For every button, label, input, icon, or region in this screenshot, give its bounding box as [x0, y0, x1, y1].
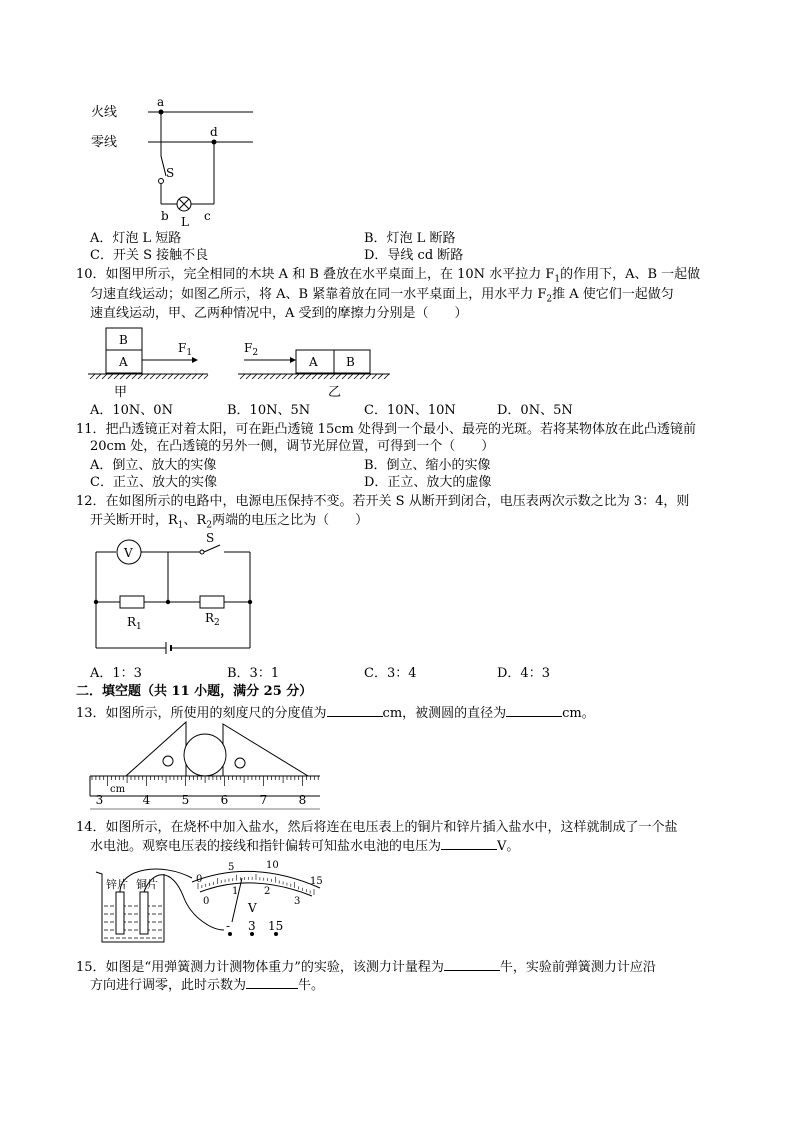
q10-figure-svg [88, 322, 398, 402]
q9-option-d[interactable]: D．导线 cd 断路 [364, 248, 464, 263]
q12-option-b[interactable]: B．3：1 [227, 666, 280, 681]
point-b-label: b [161, 209, 169, 223]
zinc-plate-label: 锌片 [106, 878, 128, 891]
q12-option-d[interactable]: D．4：3 [497, 666, 550, 681]
q10-figure [88, 322, 398, 402]
q12-circuit-svg [88, 530, 258, 660]
ruler-label-8: 8 [298, 793, 307, 807]
terminal-3: 3 [248, 919, 256, 933]
q14-blank[interactable] [441, 836, 497, 850]
q14-text-line2: 水电池。观察电压表的接线和指针偏转可知盐水电池的电压为 V。 [90, 836, 519, 855]
q10-text-line2: 匀速直线运动；如图乙所示，将 A、B 紧靠着放在同一水平桌面上，用水平力 $F_2$推 A 使它们一起做匀 [90, 287, 674, 305]
block-a2-label: A [309, 355, 318, 369]
q13-ruler-svg [88, 718, 328, 810]
inner-scale-3: 3 [294, 896, 301, 907]
q14-battery-svg [92, 858, 332, 948]
q11-text-line2: 20cm 处，在凸透镜的另外一侧，调节光屏位置，可得到一个（ ） [90, 439, 495, 454]
q13-text: 13．如图所示，所使用的刻度尺的分度值为 cm，被测圆的直径为 cm。 [76, 703, 595, 722]
q10-option-c[interactable]: C．10N、10N [364, 403, 456, 418]
r2-label: $R_2$ [205, 611, 220, 628]
lamp-l-label: L [181, 215, 189, 229]
q12-option-a[interactable]: A．1：3 [90, 666, 142, 681]
outer-scale-5: 5 [228, 862, 235, 873]
outer-scale-10: 10 [266, 860, 279, 871]
ruler-label-7: 7 [259, 793, 268, 807]
voltmeter-v-label: V [248, 901, 257, 915]
q15-text-line2: 方向进行调零，此时示数为 牛。 [90, 975, 324, 994]
terminal-15: 15 [268, 919, 284, 933]
ruler-label-3: 3 [95, 793, 104, 807]
q9-option-c[interactable]: C．开关 S 接触不良 [90, 248, 209, 263]
q12-option-c[interactable]: C．3：4 [364, 666, 417, 681]
q10-text-line1: 10．如图甲所示，完全相同的木块 A 和 B 叠放在水平桌面上，在 10N 水平拉力 $F_1$的作用下，A、B 一起做 [76, 267, 701, 285]
q14-text-line1: 14．如图所示，在烧杯中加入盐水，然后将连在电压表上的铜片和锌片插入盐水中，这样就制成了一个盐 [76, 820, 678, 835]
q10-option-d[interactable]: D．0N、5N [497, 403, 573, 418]
q14-battery-figure [92, 858, 332, 948]
switch-s-label: S [166, 166, 175, 180]
q15-blank-2[interactable] [246, 975, 298, 989]
point-c-label: c [204, 209, 211, 223]
section-title-fill-in: 二．填空题（共 11 小题，满分 25 分） [76, 684, 313, 699]
meter-ticks [198, 874, 314, 895]
ruler-unit-label: cm [110, 784, 126, 795]
voltmeter-label: V [124, 546, 133, 560]
neutral-wire-label: 零线 [91, 135, 118, 150]
ruler-label-4: 4 [142, 793, 151, 807]
q9-circuit-svg [88, 92, 278, 232]
ruler-labels [96, 793, 307, 807]
r1-label: $R_1$ [127, 615, 142, 632]
q10-text-line3: 速直线运动，甲、乙两种情况中，A 受到的摩擦力分别是（ ） [90, 306, 468, 321]
q13-blank-2[interactable] [506, 703, 562, 717]
q12-text-line1: 12．在如图所示的电路中，电源电压保持不变。若开关 S 从断开到闭合，电压表两次示数之比为 3：4，则 [76, 494, 690, 509]
outer-scale-15: 15 [310, 876, 323, 887]
block-b-label: B [119, 333, 128, 347]
q9-option-a[interactable]: A．灯泡 L 短路 [90, 231, 182, 246]
figure-jia-label: 甲 [114, 385, 128, 400]
point-d-label: d [210, 125, 218, 139]
q11-option-b[interactable]: B．倒立、缩小的实像 [364, 458, 491, 473]
inner-scale-0: 0 [203, 896, 210, 907]
inner-scale-1: 1 [232, 886, 239, 897]
force-f1-label: $F_1$ [178, 341, 193, 358]
terminal-minus: - [226, 919, 231, 933]
block-a-label: A [119, 355, 128, 369]
inner-scale-2: 2 [264, 886, 271, 897]
ruler-ticks [92, 776, 318, 786]
q13-ruler-figure [88, 718, 328, 810]
q15-blank-1[interactable] [444, 957, 500, 971]
q13-blank-1[interactable] [327, 703, 383, 717]
q11-option-c[interactable]: C．正立、放大的实像 [90, 475, 217, 490]
q12-circuit-figure [88, 530, 258, 660]
outer-scale-0: 0 [196, 874, 203, 885]
q9-option-b[interactable]: B．灯泡 L 断路 [364, 231, 456, 246]
q10-option-a[interactable]: A．10N、0N [90, 403, 173, 418]
figure-yi-label: 乙 [328, 385, 342, 400]
ruler-label-6: 6 [220, 793, 229, 807]
q11-option-d[interactable]: D．正立、放大的虚像 [364, 475, 492, 490]
q9-circuit-figure [88, 92, 278, 232]
ruler-label-5: 5 [181, 793, 190, 807]
q11-option-a[interactable]: A．倒立、放大的实像 [90, 458, 217, 473]
q12-text-line2: 开关断开时，$R_1$、$R_2$两端的电压之比为（ ） [90, 513, 369, 531]
block-b2-label: B [346, 355, 355, 369]
point-a-label: a [157, 95, 165, 109]
q11-text-line1: 11．把凸透镜正对着太阳，可在距凸透镜 15cm 处得到一个最小、最亮的光斑。若将某物体放在此凸透镜前 [76, 422, 696, 437]
switch-s-label: S [206, 531, 215, 545]
q10-option-b[interactable]: B．10N、5N [227, 403, 311, 418]
fire-wire-label: 火线 [91, 105, 118, 120]
q15-text-line1: 15．如图是“用弹簧测力计测物体重力”的实验，该测力计量程为 牛，实验前弹簧测力计应沿 [76, 957, 656, 976]
force-f2-label: $F_2$ [244, 341, 259, 358]
copper-plate-label: 铜片 [136, 878, 158, 891]
